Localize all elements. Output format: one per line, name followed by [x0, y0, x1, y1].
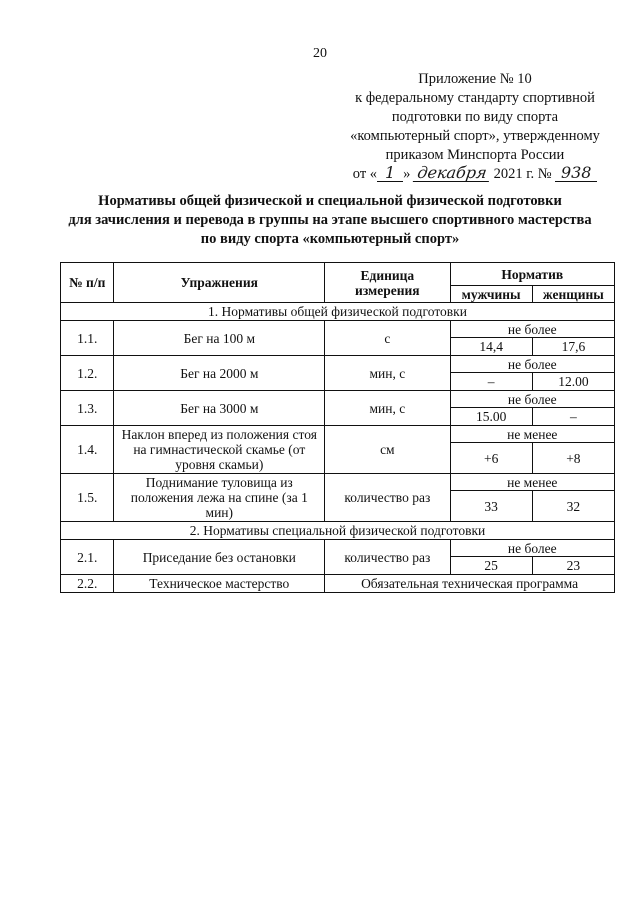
appendix-line: приказом Минспорта России [385, 147, 565, 163]
table-row [61, 575, 615, 593]
order-month-handwritten: декабря [413, 165, 491, 182]
row-women-value: 23 [532, 557, 614, 575]
row-unit: мин, с [325, 391, 450, 426]
appendix-block [330, 70, 620, 184]
row-exercise: Бег на 3000 м [114, 391, 325, 426]
appendix-line: Приложение № 10 [418, 71, 532, 87]
table-row [61, 391, 615, 408]
page-number: 20 [313, 46, 327, 61]
section-title: 1. Нормативы общей физической подготовки [61, 303, 615, 321]
row-unit: количество раз [325, 540, 450, 575]
row-exercise: Бег на 2000 м [114, 356, 325, 391]
row-men-value: 33 [450, 491, 532, 522]
table-row [61, 356, 615, 373]
row-num: 2.2. [61, 575, 114, 593]
row-men-value: – [450, 373, 532, 391]
row-num: 2.1. [61, 540, 114, 575]
row-exercise: Приседание без остановки [114, 540, 325, 575]
row-unit: количество раз [325, 474, 450, 522]
row-norm-label: не менее [450, 474, 614, 491]
order-number-handwritten: 938 [555, 165, 597, 182]
row-num: 1.5. [61, 474, 114, 522]
row-women-value: +8 [532, 443, 614, 474]
row-norm-label: не менее [450, 426, 614, 443]
table-row [61, 426, 615, 443]
row-men-value: 25 [450, 557, 532, 575]
row-men-value: +6 [450, 443, 532, 474]
norms-table [60, 262, 615, 593]
row-exercise: Наклон вперед из положения стоя на гимнастической скамье (от уровня скамьи) [114, 426, 325, 474]
header-exercise: Упражнения [114, 263, 325, 303]
row-num: 1.4. [61, 426, 114, 474]
title-line: для зачисления и перевода в группы на этапе высшего спортивного мастерства [68, 212, 592, 228]
row-women-value: 12.00 [532, 373, 614, 391]
row-exercise: Бег на 100 м [114, 321, 325, 356]
row-num: 1.1. [61, 321, 114, 356]
table-row [61, 540, 615, 557]
row-men-value: 14,4 [450, 338, 532, 356]
row-women-value: 17,6 [532, 338, 614, 356]
row-women-value: – [532, 408, 614, 426]
row-unit: см [325, 426, 450, 474]
header-women: женщины [532, 286, 614, 303]
row-unit: мин, с [325, 356, 450, 391]
row-norm-label: не более [450, 540, 614, 557]
row-norm-label: не более [450, 321, 614, 338]
row-men-value: 15.00 [450, 408, 532, 426]
section-row [61, 303, 615, 321]
table-row [61, 474, 615, 491]
header-men: мужчины [450, 286, 532, 303]
header-norm: Норматив [450, 263, 614, 286]
table-row [61, 321, 615, 338]
section-row [61, 522, 615, 540]
header-row [61, 263, 615, 286]
row-exercise: Техническое мастерство [114, 575, 325, 593]
row-unit: с [325, 321, 450, 356]
order-line [330, 165, 620, 184]
order-mid: » [403, 166, 411, 182]
row-norm-label: не более [450, 391, 614, 408]
title-line: Нормативы общей физической и специальной физической подготовки [98, 193, 562, 209]
row-norm-label: не более [450, 356, 614, 373]
row-exercise: Поднимание туловища из положения лежа на спине (за 1 мин) [114, 474, 325, 522]
header-num: № п/п [61, 263, 114, 303]
appendix-line: «компьютерный спорт», утвержденному [350, 128, 600, 144]
order-day-handwritten: 1 [377, 165, 403, 182]
row-num: 1.3. [61, 391, 114, 426]
row-program-value: Обязательная техническая программа [325, 575, 615, 593]
appendix-line: к федеральному стандарту спортивной [355, 90, 595, 106]
section-title: 2. Нормативы специальной физической подготовки [61, 522, 615, 540]
order-year: 2021 г. № [493, 166, 552, 182]
header-unit: Единица измерения [325, 263, 450, 303]
appendix-line: подготовки по виду спорта [391, 109, 559, 125]
row-num: 1.2. [61, 356, 114, 391]
document-title [40, 192, 620, 249]
row-women-value: 32 [532, 491, 614, 522]
order-prefix: от « [352, 166, 378, 182]
title-line: по виду спорта «компьютерный спорт» [200, 231, 460, 247]
